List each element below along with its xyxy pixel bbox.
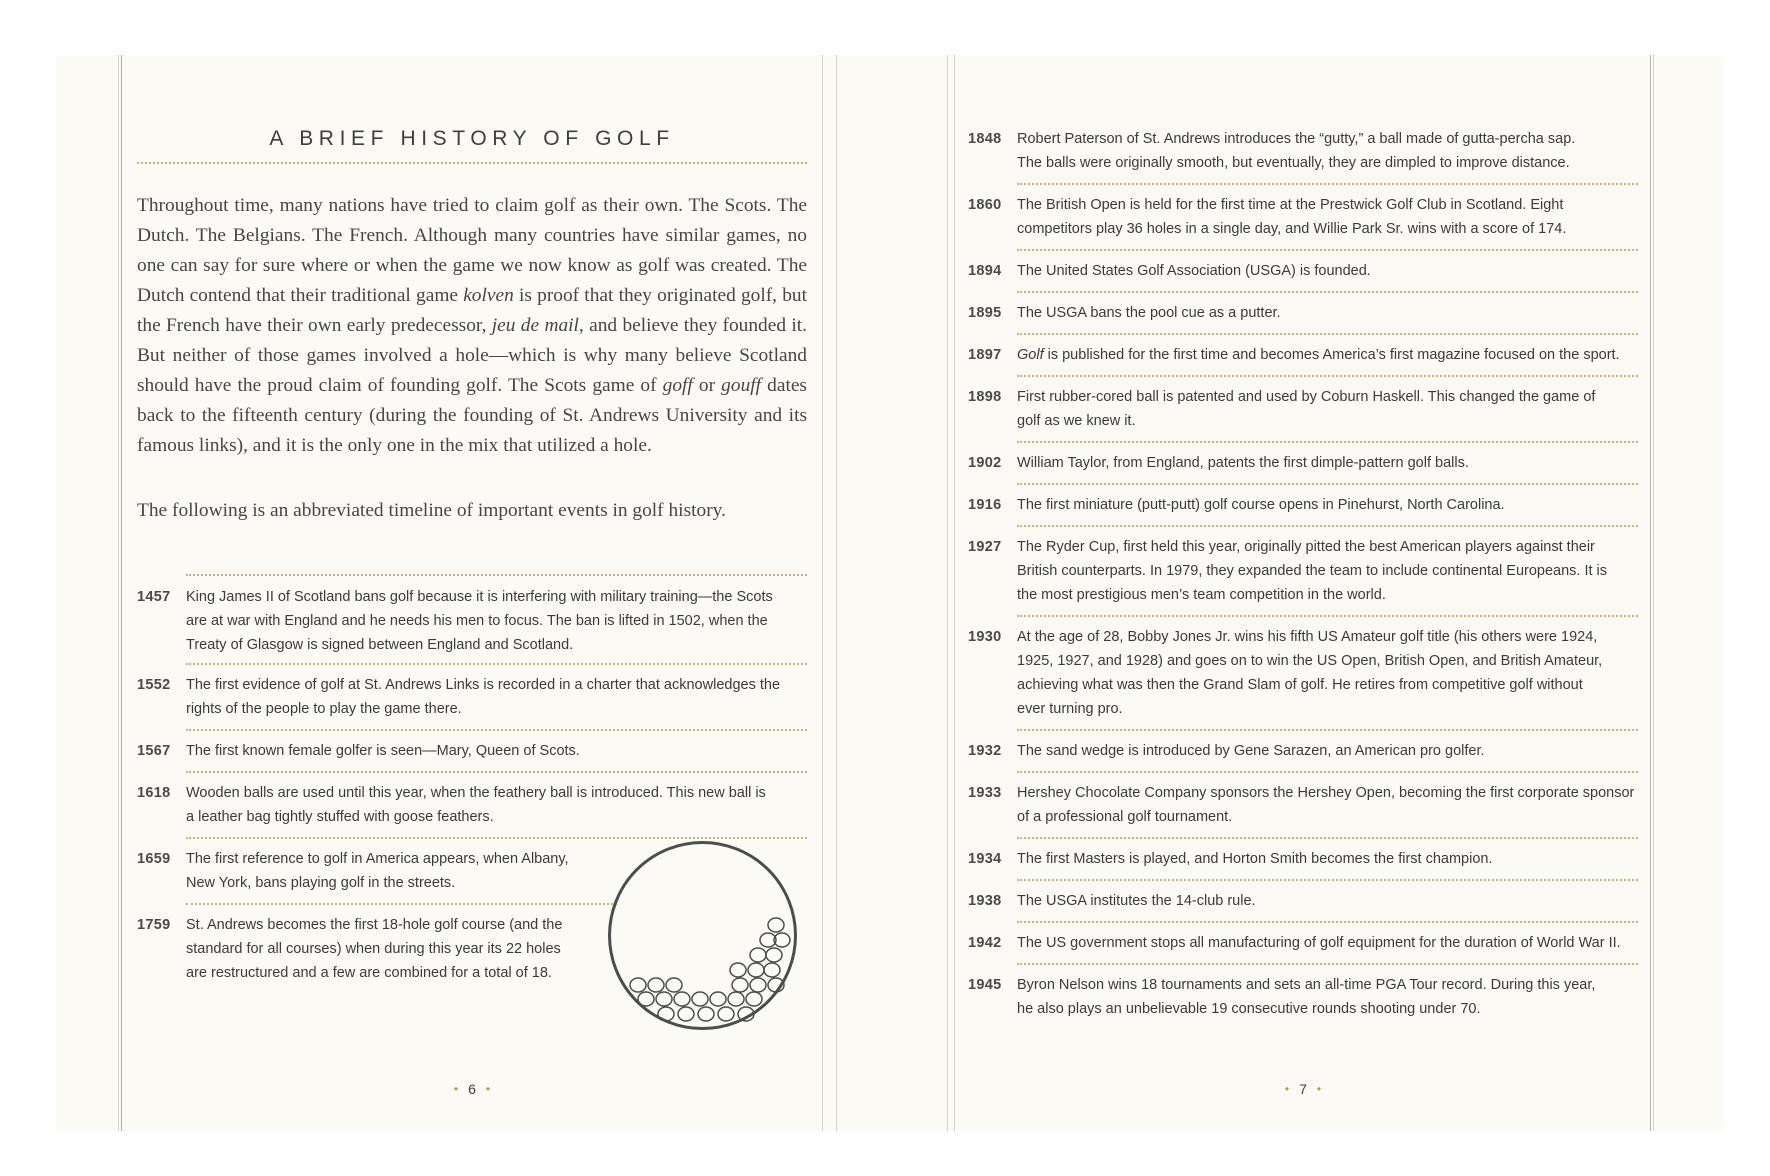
publication-title: Golf	[1017, 347, 1044, 363]
timeline-year: 1567	[137, 743, 171, 759]
timeline-line: New York, bans playing golf in the streets.	[186, 875, 456, 891]
timeline-year: 1934	[968, 851, 1002, 867]
timeline-line: Hershey Chocolate Company sponsors the Hershey Open, becoming the first corporate sponsor	[1017, 785, 1635, 801]
timeline-year: 1894	[968, 263, 1002, 279]
timeline-year: 1552	[137, 677, 171, 693]
timeline-year: 1945	[968, 977, 1002, 993]
page-number: • 6 •	[453, 1081, 491, 1097]
timeline-year: 1897	[968, 347, 1002, 363]
timeline-entry	[137, 839, 617, 905]
timeline-line: The first evidence of golf at St. Andrews Links is recorded in a charter that acknowledges the	[186, 677, 781, 693]
timeline-year: 1942	[968, 935, 1002, 951]
timeline-description	[1017, 193, 1566, 241]
timeline-description	[186, 585, 773, 657]
timeline-entry	[137, 577, 807, 665]
timeline-line: competitors play 36 holes in a single day, and Willie Park Sr. wins with a score of 174.	[1017, 221, 1567, 237]
timeline-line: The balls were originally smooth, but eventually, they are dimpled to improve distance.	[1017, 155, 1570, 171]
gutter-rule-left-2	[836, 55, 837, 1131]
timeline-line: are restructured and a few are combined for a total of 18.	[186, 965, 552, 981]
left-page-outer-rule-2	[121, 55, 122, 1131]
timeline-year: 1938	[968, 893, 1002, 909]
left-page	[137, 55, 807, 1131]
right-page	[968, 55, 1638, 1131]
golf-ball-icon	[606, 839, 799, 1032]
timeline-description	[1017, 535, 1607, 607]
italic-term: kolven	[463, 285, 514, 306]
timeline-description	[1017, 127, 1575, 175]
timeline-line: is published for the first time and becomes America’s first magazine focused on the sport.	[1043, 347, 1620, 363]
timeline-description	[1017, 259, 1371, 283]
timeline-line: Robert Paterson of St. Andrews introduces the “gutty,” a ball made of gutta-percha sap.	[1017, 131, 1576, 147]
timeline-line: The Ryder Cup, first held this year, originally pitted the best American players against their	[1017, 539, 1595, 555]
intro-paragraph	[137, 191, 807, 461]
timeline-description	[1017, 973, 1595, 1021]
timeline-description	[1017, 739, 1485, 763]
timeline-entry	[137, 665, 807, 731]
timeline-line: St. Andrews becomes the first 18-hole golf course (and the	[186, 917, 563, 933]
timeline-line: Wooden balls are used until this year, when the feathery ball is introduced. This new ball is	[186, 785, 766, 801]
timeline-entry	[968, 773, 1638, 839]
right-page-outer-rule	[1650, 55, 1651, 1131]
timeline-description	[1017, 781, 1634, 829]
timeline-line: of a professional golf tournament.	[1017, 809, 1233, 825]
timeline-year: 1860	[968, 197, 1002, 213]
timeline-description	[1017, 493, 1505, 517]
timeline-description	[186, 673, 780, 721]
timeline-year: 1898	[968, 389, 1002, 405]
italic-term: jeu de mail	[491, 315, 579, 336]
timeline-line: the most prestigious men’s team competition in the world.	[1017, 587, 1386, 603]
timeline-line: 1925, 1927, and 1928) and goes on to win the US Open, British Open, and British Amateur,	[1017, 653, 1603, 669]
timeline-entry	[968, 839, 1638, 881]
gutter-rule-left	[822, 55, 823, 1131]
timeline-year: 1933	[968, 785, 1002, 801]
timeline-entry	[968, 251, 1638, 293]
timeline-line: he also plays an unbelievable 19 consecutive rounds shooting under 70.	[1017, 1001, 1481, 1017]
timeline-line: golf as we knew it.	[1017, 413, 1136, 429]
timeline-line: King James II of Scotland bans golf because it is interfering with military training—the Scots	[186, 589, 773, 605]
timeline-line: The USGA institutes the 14-club rule.	[1017, 893, 1256, 909]
timeline-line: rights of the people to play the game there.	[186, 701, 462, 717]
timeline-entry	[968, 377, 1638, 443]
page-number: • 7 •	[1284, 1081, 1322, 1097]
timeline-line: Byron Nelson wins 18 tournaments and sets an all-time PGA Tour record. During this year,	[1017, 977, 1596, 993]
timeline-year: 1916	[968, 497, 1002, 513]
intro-text: or	[692, 375, 722, 396]
timeline-line: standard for all courses) when during this year its 22 holes	[186, 941, 561, 957]
timeline-entry	[968, 881, 1638, 923]
timeline-line: William Taylor, from England, patents the first dimple-pattern golf balls.	[1017, 455, 1469, 471]
intro-text: Throughout time, many nations have tried to claim golf as their own. The Scots. The Dutch. The Belgians. The French. Although many countries have similar games, no one can say for sure where or when the game we now know as golf was created. The Dutch contend that their traditional game	[137, 195, 807, 306]
timeline-description	[1017, 451, 1469, 475]
timeline-line: The United States Golf Association (USGA) is founded.	[1017, 263, 1371, 279]
timeline-entry	[968, 485, 1638, 527]
timeline-entry	[137, 905, 617, 995]
timeline-line: British counterparts. In 1979, they expanded the team to include continental Europeans. It is	[1017, 563, 1608, 579]
timeline-line: The first miniature (putt-putt) golf course opens in Pinehurst, North Carolina.	[1017, 497, 1505, 513]
timeline-entry	[968, 923, 1638, 965]
timeline-year: 1932	[968, 743, 1002, 759]
timeline-top-divider	[186, 574, 807, 576]
timeline-description	[186, 739, 580, 763]
intro-text: , and believe they founded it. But neither of those games involved a hole—which is why many believe Scotland should have the proud claim of founding golf. The Scots game of	[137, 315, 807, 396]
timeline-description	[1017, 931, 1621, 955]
title-divider	[137, 162, 807, 164]
timeline-year: 1848	[968, 131, 1002, 147]
timeline-line: a leather bag tightly stuffed with goose feathers.	[186, 809, 494, 825]
intro-lead-in: The following is an abbreviated timeline of important events in golf history.	[137, 500, 726, 521]
timeline-entry	[968, 293, 1638, 335]
timeline-year: 1618	[137, 785, 171, 801]
timeline-entry	[137, 731, 807, 773]
timeline-year: 1902	[968, 455, 1002, 471]
left-page-outer-rule	[118, 55, 119, 1131]
intro-text: dates back to the fifteenth century (during the founding of St. Andrews University and its famous links), and it is the only one in the mix that utilized a hole.	[137, 375, 807, 456]
timeline-line: At the age of 28, Bobby Jones Jr. wins his fifth US Amateur golf title (his others were 1924,	[1017, 629, 1598, 645]
timeline-line: The USGA bans the pool cue as a putter.	[1017, 305, 1281, 321]
timeline-line: are at war with England and he needs his men to focus. The ban is lifted in 1502, when the	[186, 613, 768, 629]
timeline-year: 1895	[968, 305, 1002, 321]
timeline-description	[1017, 889, 1256, 913]
timeline-line: The first reference to golf in America appears, when Albany,	[186, 851, 569, 867]
page-title: A BRIEF HISTORY OF GOLF	[269, 127, 675, 150]
timeline-entry	[968, 965, 1638, 1031]
timeline-year: 1659	[137, 851, 171, 867]
timeline-line: Treaty of Glasgow is signed between England and Scotland.	[186, 637, 574, 653]
timeline-line: First rubber-cored ball is patented and used by Coburn Haskell. This changed the game of	[1017, 389, 1596, 405]
timeline-line: achieving what was then the Grand Slam of golf. He retires from competitive golf without	[1017, 677, 1583, 693]
timeline-description	[1017, 385, 1595, 433]
timeline-entry	[968, 617, 1638, 731]
right-page-outer-rule-2	[1653, 55, 1654, 1131]
timeline-entry	[968, 443, 1638, 485]
timeline-description	[186, 847, 569, 895]
timeline-description	[1017, 847, 1492, 871]
gutter-rule-right-2	[954, 55, 955, 1131]
italic-term: goff	[662, 375, 693, 396]
timeline-description	[1017, 625, 1602, 721]
timeline-entry	[968, 731, 1638, 773]
timeline-description	[1017, 301, 1281, 325]
timeline-entry	[968, 185, 1638, 251]
timeline-line: The British Open is held for the first time at the Prestwick Golf Club in Scotland. Eight	[1017, 197, 1564, 213]
timeline-year: 1759	[137, 917, 171, 933]
timeline-line: The sand wedge is introduced by Gene Sarazen, an American pro golfer.	[1017, 743, 1485, 759]
timeline-description	[1017, 343, 1620, 367]
italic-term: gouff	[721, 375, 762, 396]
timeline-line: The first known female golfer is seen—Mary, Queen of Scots.	[186, 743, 580, 759]
timeline-year: 1927	[968, 539, 1002, 555]
timeline-line: The first Masters is played, and Horton Smith becomes the first champion.	[1017, 851, 1493, 867]
timeline-line: The US government stops all manufacturing of golf equipment for the duration of World War II.	[1017, 935, 1621, 951]
timeline-entry	[968, 335, 1638, 377]
timeline-year: 1457	[137, 589, 171, 605]
timeline-line: ever turning pro.	[1017, 701, 1123, 717]
gutter-rule-right	[947, 55, 948, 1131]
timeline-entry	[137, 773, 807, 839]
timeline-entry	[968, 119, 1638, 185]
timeline-description	[186, 781, 766, 829]
timeline-description	[186, 913, 562, 985]
timeline-entry	[968, 527, 1638, 617]
timeline-year: 1930	[968, 629, 1002, 645]
intro-text: is proof that they originated golf, but the French have their own early predecessor,	[137, 285, 807, 336]
